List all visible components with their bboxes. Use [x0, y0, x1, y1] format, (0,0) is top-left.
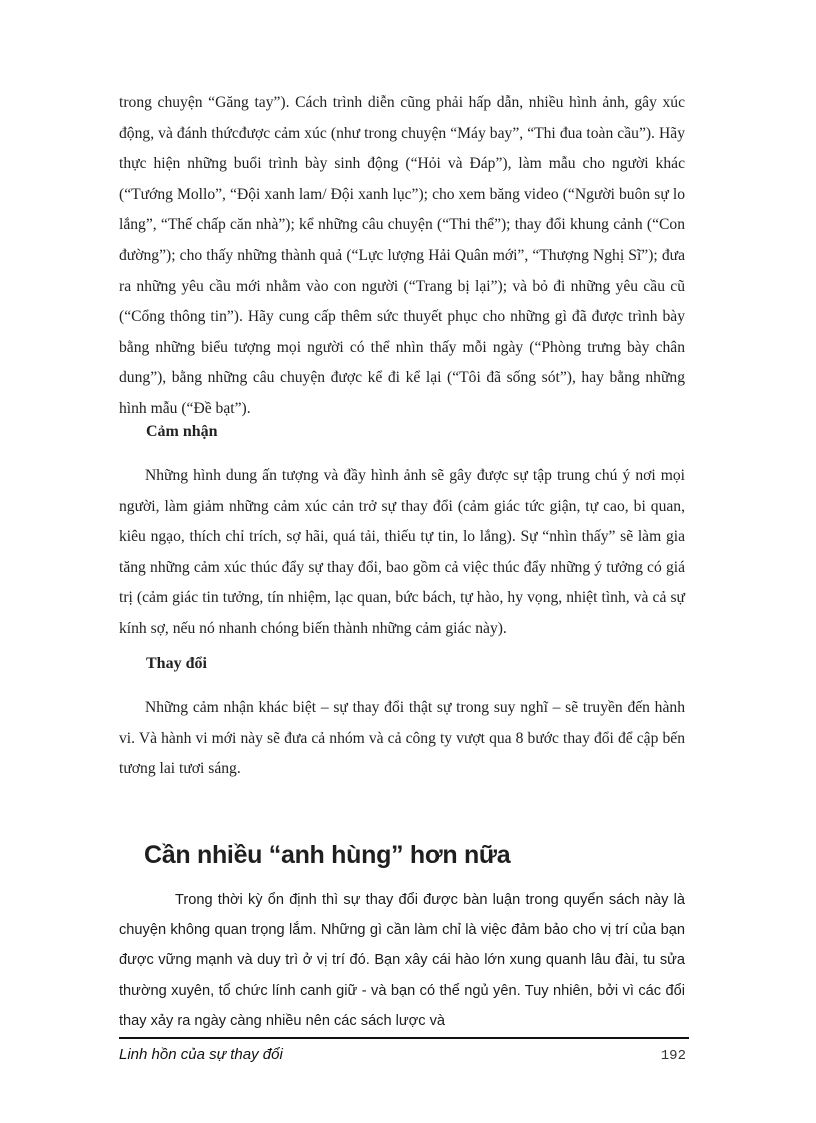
- body-paragraph-4: Trong thời kỳ ổn định thì sự thay đổi được bàn luận trong quyển sách này là chuyện không quan trọng lắm. Những gì cần làm chỉ là việc đảm bảo cho vị trí của bạn được vững mạnh và duy trì ở vị trí đó. Bạn xây cái hào lớn xung quanh lâu đài, tu sửa thường xuyên, tổ chức lính canh giữ - và bạn có thể ngủ yên. Tuy nhiên, bởi vì các đổi thay xảy ra ngày càng nhiều nên các sách lược và: [119, 892, 685, 1029]
- body-paragraph-2: Những hình dung ấn tượng và đầy hình ảnh sẽ gây được sự tập trung chú ý nơi mọi người, làm giảm những cảm xúc cản trở sự thay đổi (cảm giác tức giận, tự cao, bi quan, kiêu ngạo, thích chỉ trích, sợ hãi, quá tải, thiếu tự tin, lo lắng). Sự “nhìn thấy” sẽ làm gia tăng những cảm xúc thúc đẩy sự thay đổi, bao gồm cả việc thúc đẩy những ý tưởng có giá trị (cảm giác tin tưởng, tín nhiệm, lạc quan, bức bách, tự hào, hy vọng, nhiệt tình, và cả sự kính sợ, nếu nó nhanh chóng biến thành những cảm giác này).: [119, 467, 685, 637]
- section-heading: Cần nhiều “anh hùng” hơn nữa: [144, 841, 511, 869]
- footer-book-title: Linh hồn của sự thay đổi: [119, 1046, 283, 1063]
- footer-page-number: 192: [660, 1048, 686, 1064]
- body-paragraph-1: trong chuyện “Găng tay”). Cách trình diễn cũng phải hấp dẫn, nhiều hình ảnh, gây xúc động, và đánh thứcđược cảm xúc (như trong chuyện “Máy bay”, “Thi đua toàn cầu”). Hãy thực hiện những buổi trình bày sinh động (“Hỏi và Đáp”), làm mẫu cho người khác (“Tướng Mollo”, “Đội xanh lam/ Đội xanh lục”); cho xem băng video (“Người buôn sự lo lắng”, “Thế chấp căn nhà”); kể những câu chuyện (“Thi thể”); thay đổi khung cảnh (“Con đường”); cho thấy những thành quả (“Lực lượng Hải Quân mới”, “Thượng Nghị Sĩ”); đưa ra những yêu cầu mới nhằm vào con người (“Trang bị lại”); và bỏ đi những yêu cầu cũ (“Cổng thông tin”). Hãy cung cấp thêm sức thuyết phục cho những gì đã được trình bày bằng những biểu tượng mọi người có thể nhìn thấy mỗi ngày (“Phòng trưng bày chân dung”), bằng những câu chuyện được kể đi kể lại (“Tôi đã sống sót”), hay bằng những hình mẫu (“Đề bạt”).: [119, 94, 685, 417]
- heading-thay-doi: Thay đổi: [146, 655, 207, 672]
- body-paragraph-3: Những cảm nhận khác biệt – sự thay đổi thật sự trong suy nghĩ – sẽ truyền đến hành vi. Và hành vi mới này sẽ đưa cả nhóm và cả công ty vượt qua 8 bước thay đổi để cập bến tương lai tươi sáng.: [119, 699, 685, 778]
- heading-cam-nhan: Cảm nhận: [146, 423, 218, 440]
- footer-divider: [119, 1037, 689, 1039]
